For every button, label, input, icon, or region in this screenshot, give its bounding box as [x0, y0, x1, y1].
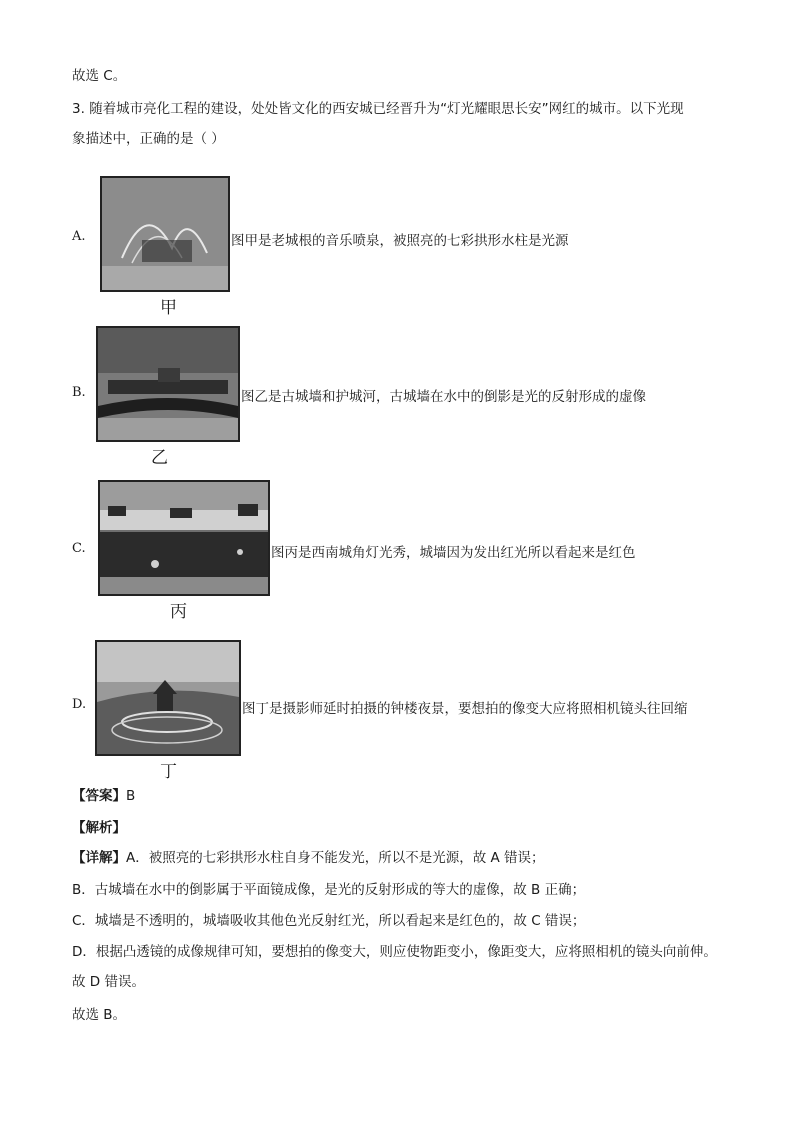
figure-caption: 丁	[160, 762, 177, 782]
option-letter: B.	[72, 385, 86, 400]
figure-caption: 乙	[151, 448, 168, 468]
fountain-photo	[100, 176, 230, 292]
figure-caption: 丙	[170, 602, 187, 622]
answer-label: 【答案】	[72, 788, 126, 804]
option-text: 图丙是西南城角灯光秀，城墙因为发出红光所以看起来是红色	[271, 545, 636, 561]
detail-line-d-cont: 故 D 错误。	[72, 974, 145, 990]
answer-value: B	[126, 788, 136, 804]
option-text: 图甲是老城根的音乐喷泉，被照亮的七彩拱形水柱是光源	[231, 233, 569, 249]
option-text: 图丁是摄影师延时拍摄的钟楼夜景，要想拍的像变大应将照相机镜头往回缩	[242, 701, 688, 717]
detail-line-c: C．城墙是不透明的，城墙吸收其他色光反射红光，所以看起来是红色的，故 C 错误；	[72, 913, 586, 929]
figure-caption: 甲	[160, 298, 177, 318]
detail-label: 【详解】	[72, 850, 126, 866]
answer-line	[72, 786, 135, 806]
bell-tower-photo	[95, 640, 241, 756]
option-text: 图乙是古城墙和护城河，古城墙在水中的倒影是光的反射形成的虚像	[241, 389, 646, 405]
option-letter: C.	[72, 541, 86, 556]
previous-answer: 故选 C。	[72, 68, 127, 84]
analysis-label: 【解析】	[72, 820, 126, 836]
question-number: 3.	[72, 101, 85, 117]
detail-line-a: A．被照亮的七彩拱形水柱自身不能发光，所以不是光源，故 A 错误；	[126, 850, 545, 866]
light-show-photo	[98, 480, 270, 596]
detail-line-d: D．根据凸透镜的成像规律可知，要想拍的像变大，则应使物距变小，像距变大，应将照相机的镜头向前伸。	[72, 944, 717, 960]
detail-line-b: B．古城墙在水中的倒影属于平面镜成像，是光的反射形成的等大的虚像，故 B 正确；	[72, 882, 586, 898]
option-letter: D.	[72, 697, 87, 712]
conclusion: 故选 B。	[72, 1007, 127, 1023]
question-line-1: 随着城市亮化工程的建设，处处皆文化的西安城已经晋升为“灯光耀眼思长安”网红的城市。以下光现	[89, 101, 684, 117]
city-wall-photo	[96, 326, 240, 442]
question-line-2: 象描述中，正确的是（ ）	[72, 131, 225, 147]
option-letter: A.	[72, 229, 86, 244]
